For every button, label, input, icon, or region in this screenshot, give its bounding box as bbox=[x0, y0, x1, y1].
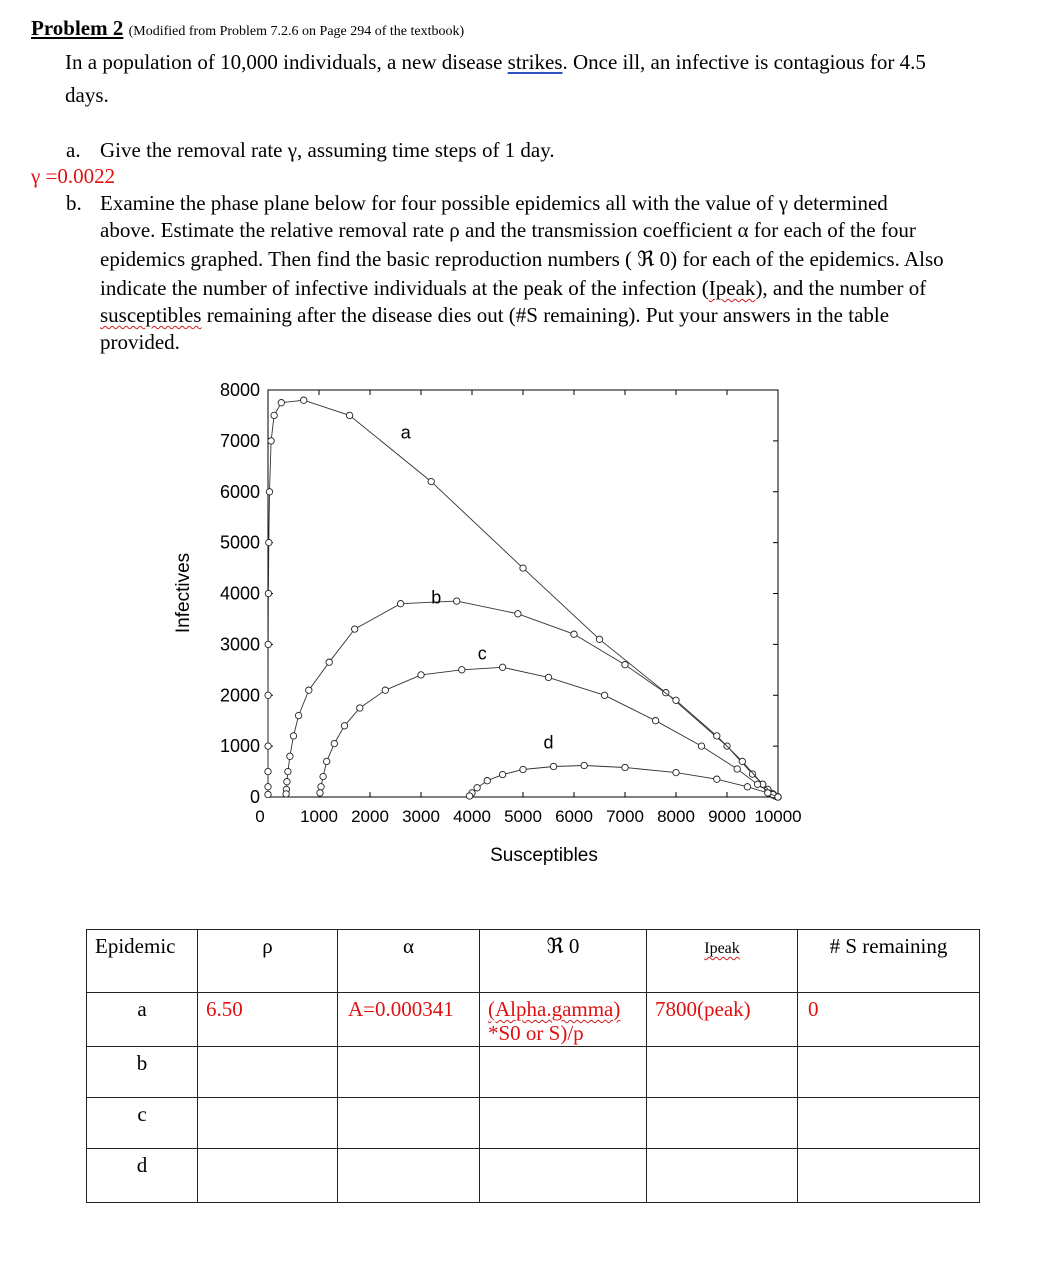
data-point bbox=[284, 779, 290, 785]
y-tick-label: 7000 bbox=[219, 430, 260, 451]
data-point bbox=[290, 733, 296, 739]
x-tick-label: 0 bbox=[255, 807, 265, 826]
x-tick-label: 3000 bbox=[402, 807, 440, 826]
data-point bbox=[520, 766, 526, 772]
part-b-line-4-start: indicate the number of infective individuals at the peak of the infection ( bbox=[100, 276, 709, 300]
data-point bbox=[550, 763, 556, 769]
data-point bbox=[581, 762, 587, 768]
data-point bbox=[714, 776, 720, 782]
data-point bbox=[739, 758, 745, 764]
ipeak-term: Ipeak bbox=[708, 276, 756, 300]
data-point bbox=[346, 412, 352, 418]
cell-rho[interactable] bbox=[198, 1047, 338, 1098]
part-b-marker: b. bbox=[66, 191, 82, 215]
x-axis-label: Susceptibles bbox=[490, 845, 598, 866]
problem-heading bbox=[31, 16, 464, 41]
data-point bbox=[306, 687, 312, 693]
data-point bbox=[601, 692, 607, 698]
cell-s-remaining[interactable] bbox=[798, 1098, 980, 1149]
y-tick-label: 2000 bbox=[219, 685, 260, 706]
x-tick-label: 8000 bbox=[657, 807, 695, 826]
data-point bbox=[474, 785, 480, 791]
series-a bbox=[265, 397, 781, 800]
part-a-question: Give the removal rate γ, assuming time steps of 1 day. bbox=[100, 138, 555, 162]
data-point bbox=[265, 768, 271, 774]
source-note: (Modified from Problem 7.2.6 on Page 294 of the textbook) bbox=[128, 24, 465, 39]
data-point bbox=[459, 667, 465, 673]
data-point bbox=[520, 565, 526, 571]
data-point bbox=[352, 626, 358, 632]
data-point bbox=[331, 740, 337, 746]
series-line-a bbox=[268, 400, 778, 797]
part-a-marker: a. bbox=[66, 138, 81, 162]
data-point bbox=[484, 778, 490, 784]
data-point bbox=[317, 790, 323, 796]
table-row bbox=[87, 1047, 980, 1098]
problem-number: Problem 2 bbox=[31, 16, 124, 40]
y-tick-label: 3000 bbox=[219, 634, 260, 655]
series-line-b bbox=[286, 601, 778, 797]
header-epidemic: Epidemic bbox=[87, 930, 198, 993]
part-b-line-6: provided. bbox=[100, 330, 180, 354]
data-point bbox=[571, 631, 577, 637]
r0-line-1: (Alpha.gamma) bbox=[488, 997, 621, 1021]
data-point bbox=[320, 773, 326, 779]
data-point bbox=[596, 636, 602, 642]
phase-plane-chart bbox=[160, 365, 820, 875]
cell-rho[interactable] bbox=[198, 1149, 338, 1203]
series-layer bbox=[265, 397, 781, 800]
data-point bbox=[283, 791, 289, 797]
x-tick-label: 6000 bbox=[555, 807, 593, 826]
cell-s-remaining[interactable]: 0 bbox=[798, 993, 980, 1047]
y-tick-label: 8000 bbox=[219, 380, 260, 400]
data-point bbox=[265, 641, 271, 647]
data-point bbox=[324, 758, 330, 764]
data-point bbox=[265, 784, 271, 790]
data-point bbox=[326, 659, 332, 665]
cell-rho[interactable] bbox=[198, 1098, 338, 1149]
data-point bbox=[652, 718, 658, 724]
y-tick-label: 5000 bbox=[219, 532, 260, 553]
data-point bbox=[744, 784, 750, 790]
row-label: d bbox=[87, 1149, 198, 1203]
y-tick-label: 0 bbox=[249, 787, 260, 807]
data-point bbox=[515, 611, 521, 617]
x-tick-label: 10000 bbox=[754, 807, 802, 826]
part-a-answer: γ =0.0022 bbox=[31, 164, 116, 188]
part-b-line-2: above. Estimate the relative removal rate ρ and the transmission coefficient α for each of the four bbox=[100, 218, 916, 242]
data-point bbox=[765, 790, 771, 796]
cell-alpha[interactable] bbox=[338, 1047, 480, 1098]
data-point bbox=[418, 672, 424, 678]
data-point bbox=[754, 781, 760, 787]
data-point bbox=[266, 539, 272, 545]
data-point bbox=[622, 662, 628, 668]
x-tick-label: 5000 bbox=[504, 807, 542, 826]
header-r0: ℜ 0 bbox=[480, 930, 647, 993]
data-point bbox=[698, 743, 704, 749]
table-header-row bbox=[87, 930, 980, 993]
plot-frame bbox=[268, 390, 778, 797]
curve-label-b: b bbox=[431, 587, 442, 608]
data-point bbox=[278, 400, 284, 406]
header-ipeak bbox=[647, 930, 798, 993]
cell-s-remaining[interactable] bbox=[798, 1047, 980, 1098]
x-tick-label: 4000 bbox=[453, 807, 491, 826]
data-point bbox=[775, 794, 781, 800]
part-b-line-3: epidemics graphed. Then find the basic reproduction numbers ( ℜ 0) for each of the epidemics. Also bbox=[100, 247, 944, 271]
cell-rho[interactable]: 6.50 bbox=[198, 993, 338, 1047]
x-tick-label: 1000 bbox=[300, 807, 338, 826]
data-point bbox=[318, 784, 324, 790]
x-tick-label: 9000 bbox=[708, 807, 746, 826]
data-point bbox=[734, 766, 740, 772]
header-ipeak-text: Ipeak bbox=[704, 940, 740, 957]
annotation-layer bbox=[401, 422, 554, 752]
cell-ipeak[interactable] bbox=[647, 1047, 798, 1098]
x-tick-label: 7000 bbox=[606, 807, 644, 826]
data-point bbox=[265, 743, 271, 749]
table-row bbox=[87, 1098, 980, 1149]
part-b-line-5 bbox=[100, 303, 889, 328]
cell-alpha[interactable]: A=0.000341 bbox=[338, 993, 480, 1047]
part-b-line-4-end: ), and the number of bbox=[755, 276, 927, 300]
data-point bbox=[545, 674, 551, 680]
series-b bbox=[283, 598, 781, 800]
y-axis-label: Infectives bbox=[173, 552, 194, 634]
intro-text-end: . Once ill, an infective is contagious for 4.5 bbox=[562, 50, 926, 74]
cell-ipeak[interactable] bbox=[647, 1098, 798, 1149]
cell-ipeak[interactable] bbox=[647, 1149, 798, 1203]
data-point bbox=[714, 733, 720, 739]
data-point bbox=[285, 768, 291, 774]
y-tick-label: 1000 bbox=[219, 736, 260, 757]
data-point bbox=[673, 769, 679, 775]
data-point bbox=[397, 601, 403, 607]
data-point bbox=[428, 478, 434, 484]
data-point bbox=[454, 598, 460, 604]
table-row bbox=[87, 1149, 980, 1203]
data-point bbox=[499, 771, 505, 777]
x-tick-label: 2000 bbox=[351, 807, 389, 826]
part-b-line-1: Examine the phase plane below for four possible epidemics all with the value of γ determined bbox=[100, 191, 888, 215]
cell-r0[interactable] bbox=[480, 1047, 647, 1098]
intro-keyword: strikes bbox=[507, 50, 563, 74]
data-point bbox=[357, 705, 363, 711]
data-point bbox=[295, 712, 301, 718]
cell-alpha[interactable] bbox=[338, 1098, 480, 1149]
data-point bbox=[341, 723, 347, 729]
data-point bbox=[265, 692, 271, 698]
row-label: a bbox=[87, 993, 198, 1047]
part-b-line-5-end: remaining after the disease dies out (#S remaining). Put your answers in the table bbox=[201, 303, 890, 327]
data-point bbox=[382, 687, 388, 693]
header-s-remaining: # S remaining bbox=[798, 930, 980, 993]
intro-text: In a population of 10,000 individuals, a new disease bbox=[65, 50, 508, 74]
r0-line-2: *S0 or S)/p bbox=[488, 1021, 584, 1045]
cell-r0[interactable] bbox=[480, 1149, 647, 1203]
part-b-line-4 bbox=[100, 276, 926, 301]
data-point bbox=[268, 438, 274, 444]
tick-layer bbox=[220, 380, 802, 826]
data-point bbox=[266, 489, 272, 495]
data-point bbox=[466, 793, 472, 799]
curve-label-d: d bbox=[543, 732, 554, 753]
data-point bbox=[749, 771, 755, 777]
curve-label-a: a bbox=[400, 422, 411, 443]
data-point bbox=[499, 664, 505, 670]
data-point bbox=[287, 753, 293, 759]
cell-alpha[interactable] bbox=[338, 1149, 480, 1203]
header-rho: ρ bbox=[198, 930, 338, 993]
table-row bbox=[87, 993, 980, 1047]
data-point bbox=[265, 590, 271, 596]
row-label: b bbox=[87, 1047, 198, 1098]
data-point bbox=[265, 791, 271, 797]
answer-table bbox=[86, 929, 980, 1203]
intro-line-1 bbox=[65, 50, 926, 75]
data-point bbox=[622, 764, 628, 770]
cell-r0[interactable] bbox=[480, 993, 647, 1047]
cell-ipeak[interactable]: 7800(peak) bbox=[647, 993, 798, 1047]
intro-line-2: days. bbox=[65, 83, 109, 107]
data-point bbox=[301, 397, 307, 403]
data-point bbox=[271, 412, 277, 418]
y-tick-label: 6000 bbox=[219, 481, 260, 502]
susceptibles-term: susceptibles bbox=[100, 303, 202, 327]
data-point bbox=[673, 697, 679, 703]
row-label: c bbox=[87, 1098, 198, 1149]
header-alpha: α bbox=[338, 930, 480, 993]
cell-r0[interactable] bbox=[480, 1098, 647, 1149]
cell-s-remaining[interactable] bbox=[798, 1149, 980, 1203]
curve-label-c: c bbox=[477, 643, 487, 664]
y-tick-label: 4000 bbox=[219, 583, 260, 604]
